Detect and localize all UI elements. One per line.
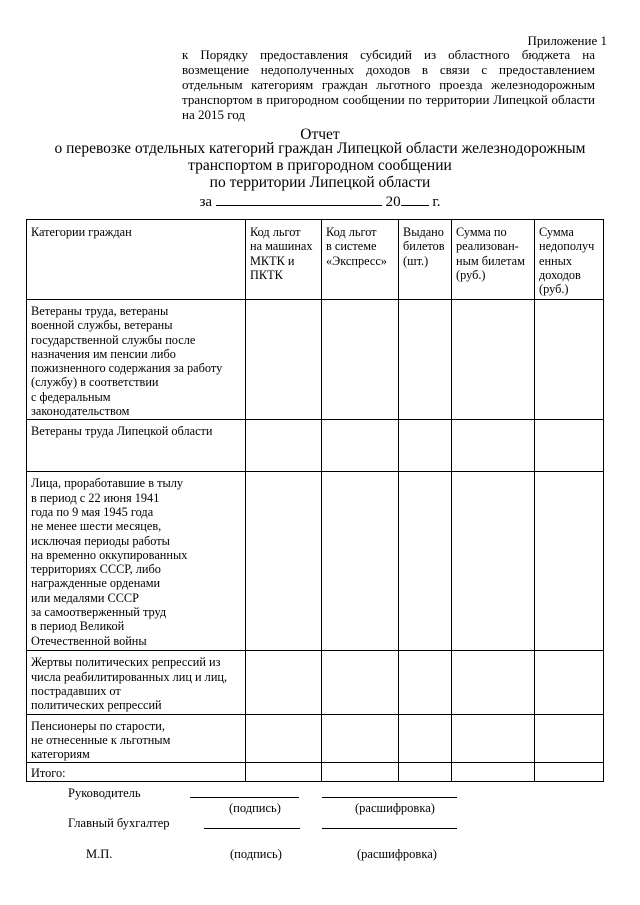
empty-cell [322, 714, 399, 763]
empty-cell [535, 420, 604, 472]
empty-cell [535, 714, 604, 763]
empty-cell [322, 651, 399, 714]
empty-cell [399, 472, 452, 651]
appendix-text: к Порядку предоставления субсидий из областного бюджета на возмещение недополученных доходов в связи с предоставлением отдельным категориям граждан льготного проезда железнодорожным транспортом в пригородном сообщении по территории Липецкой области на 2015 год [182, 47, 595, 122]
empty-cell [535, 651, 604, 714]
empty-cell [399, 714, 452, 763]
empty-cell [246, 763, 322, 782]
head-signature-line [190, 797, 299, 798]
header-mktk-code: Код льгот на машинах МКТК и ПКТК [246, 220, 322, 300]
empty-cell [452, 472, 535, 651]
report-period [0, 192, 640, 211]
category-cell: Ветераны труда, ветераны военной службы, ветераны государственной службы после назначения им пенсии либо пожизненного содержания за работу (службу) в соответствии с федеральным законодательством [27, 300, 246, 420]
period-year-prefix: 20 [385, 194, 401, 210]
empty-cell [452, 714, 535, 763]
empty-cell [246, 651, 322, 714]
empty-cell [322, 300, 399, 420]
empty-cell [535, 472, 604, 651]
period-suffix: г. [432, 194, 441, 210]
empty-cell [399, 763, 452, 782]
table-row [27, 420, 604, 472]
category-cell: Ветераны труда Липецкой области [27, 420, 246, 472]
report-subtitle-line-3: по территории Липецкой области [209, 174, 431, 191]
head-decoding-caption: (расшифровка) [355, 801, 435, 815]
accountant-label: Главный бухгалтер [68, 816, 170, 830]
header-lost-income-sum: Сумма недополуч енных доходов (руб.) [535, 220, 604, 300]
report-table [26, 219, 604, 782]
accountant-signature-line [204, 828, 300, 829]
period-year-blank [401, 192, 429, 206]
empty-cell [322, 420, 399, 472]
empty-cell [246, 300, 322, 420]
accountant-decoding-caption: (расшифровка) [357, 847, 437, 861]
empty-cell [246, 420, 322, 472]
table-row [27, 714, 604, 763]
empty-cell [535, 763, 604, 782]
empty-cell [452, 651, 535, 714]
empty-cell [246, 472, 322, 651]
empty-cell [246, 714, 322, 763]
period-month-blank [216, 192, 382, 206]
empty-cell [535, 300, 604, 420]
report-subtitle-line-1: о перевозке отдельных категорий граждан Липецкой области железнодорожным [54, 140, 586, 157]
accountant-decoding-line [322, 828, 457, 829]
empty-cell [322, 472, 399, 651]
head-decoding-line [322, 797, 457, 798]
empty-cell [322, 763, 399, 782]
report-title: Отчет [300, 126, 340, 143]
header-categories: Категории граждан [27, 220, 246, 300]
category-cell: Пенсионеры по старости, не отнесенные к льготным категориям [27, 714, 246, 763]
table-total-row [27, 763, 604, 782]
table-row [27, 651, 604, 714]
report-subtitle-line-2: транспортом в пригородном сообщении [188, 157, 452, 174]
table-row [27, 472, 604, 651]
empty-cell [452, 300, 535, 420]
head-signature-caption: (подпись) [229, 801, 281, 815]
total-label: Итого: [27, 763, 246, 782]
header-express-code: Код льгот в системе «Экспресс» [322, 220, 399, 300]
empty-cell [452, 763, 535, 782]
category-cell: Лица, проработавшие в тылу в период с 22 июня 1941 года по 9 мая 1945 года не менее шести месяцев, исключая периоды работы на временно оккупированных территориях СССР, либо награжденные орденами или медалями СССР за самоотверженный труд в период Великой Отечественной войны [27, 472, 246, 651]
header-tickets-issued: Выдано билетов (шт.) [399, 220, 452, 300]
appendix-title: Приложение 1 [527, 33, 607, 48]
accountant-signature-caption: (подпись) [230, 847, 282, 861]
empty-cell [452, 420, 535, 472]
header-tickets-sum: Сумма по реализован- ным билетам (руб.) [452, 220, 535, 300]
head-label: Руководитель [68, 786, 141, 800]
table-header-row [27, 220, 604, 300]
table-row [27, 300, 604, 420]
stamp-label: М.П. [86, 847, 113, 861]
empty-cell [399, 651, 452, 714]
empty-cell [399, 420, 452, 472]
empty-cell [399, 300, 452, 420]
period-prefix: за [199, 194, 213, 210]
category-cell: Жертвы политических репрессий из числа реабилитированных лиц и лиц, пострадавших от политических репрессий [27, 651, 246, 714]
